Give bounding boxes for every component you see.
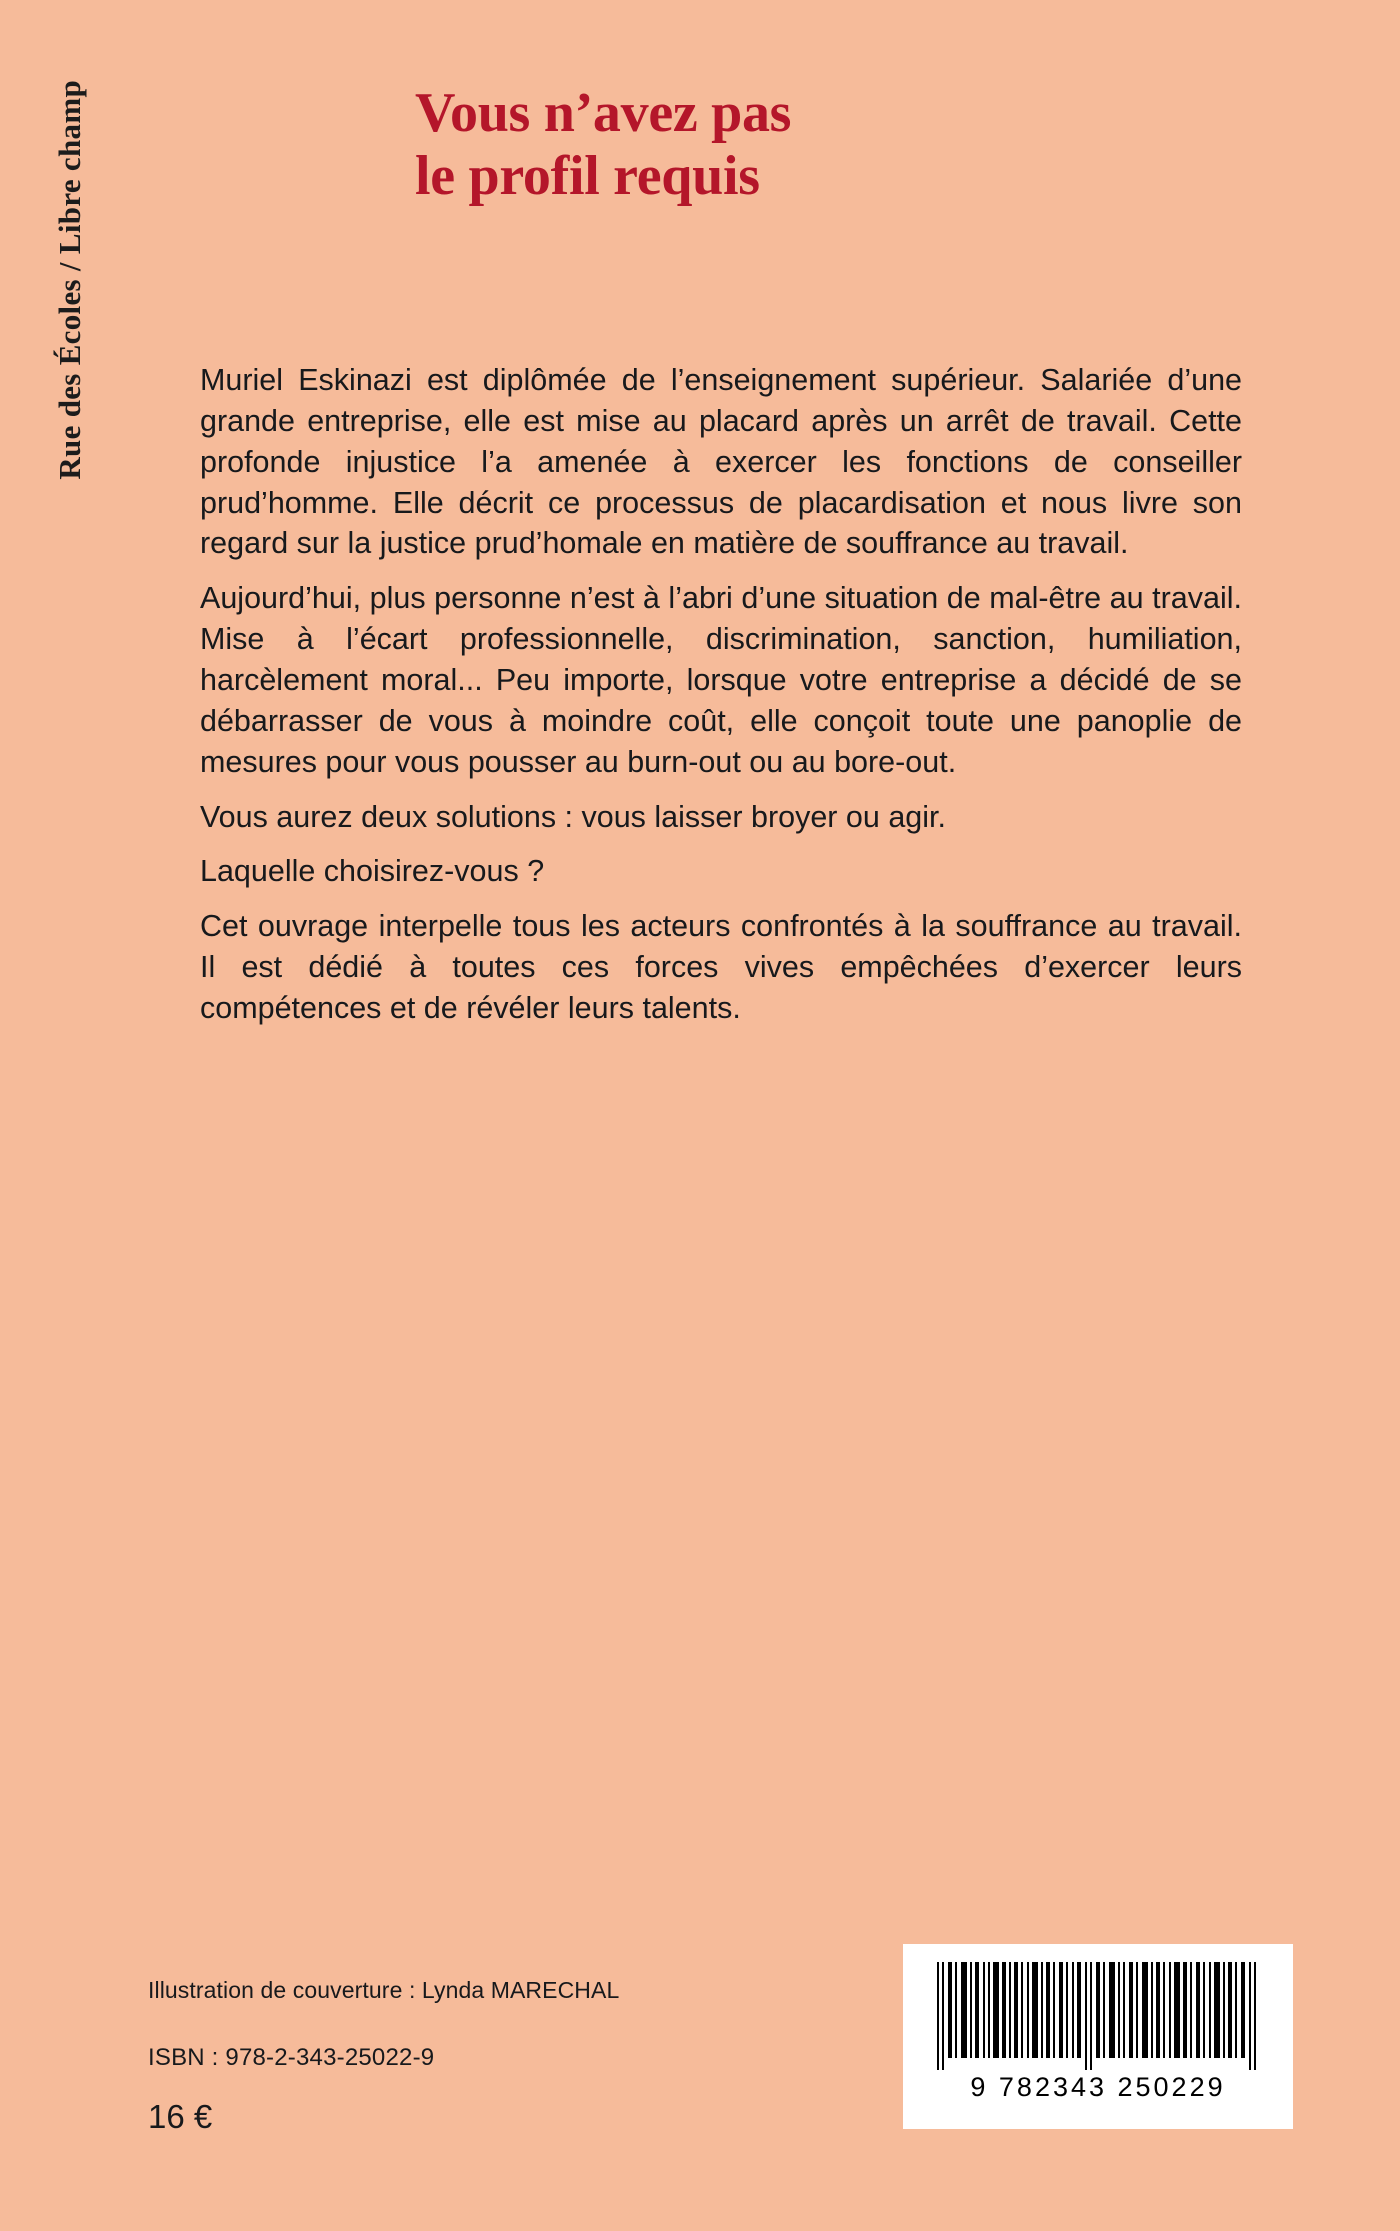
price-label: 16 € — [148, 2098, 213, 2135]
isbn-label: ISBN : 978-2-343-25022-9 — [148, 2044, 435, 2071]
back-cover-blurb — [200, 360, 1242, 1029]
blurb-paragraph-5: Cet ouvrage interpelle tous les acteurs confrontés à la souffrance au travail. Il est dédié à toutes ces forces vives empêchées d’exercer leurs compétences et de révéler leurs talents. — [200, 909, 1242, 1026]
book-title — [415, 82, 1235, 207]
cover-illustration-credit: Illustration de couverture : Lynda MARECHAL — [148, 1977, 620, 2003]
barcode-digits: 9 782343 250229 — [970, 2072, 1226, 2102]
blurb-paragraph-3: Vous aurez deux solutions : vous laisser broyer ou agir. — [200, 799, 946, 834]
colophon-block — [148, 1977, 848, 2136]
blurb-paragraph-2: Aujourd’hui, plus personne n’est à l’abri d’une situation de mal-être au travail. Mise à l’écart professionnelle, discrimination, sanction, humiliation, harcèlement moral... Peu importe, lorsque votre entreprise a décidé de se débarrasser de vous à moindre coût, elle conçoit toute une panoplie de mesures pour vous pousser au burn-out ou au bore-out. — [200, 581, 1242, 779]
blurb-paragraph-4: Laquelle choisirez-vous ? — [200, 854, 545, 889]
book-title-line-1: Vous n’avez pas — [415, 82, 792, 144]
book-title-line-2: le profil requis — [415, 144, 760, 207]
publisher-collection-label: Rue des Écoles / Libre champ — [52, 80, 87, 480]
barcode-icon — [933, 1962, 1263, 2070]
collection-spine — [52, 80, 112, 780]
blurb-paragraph-1: Muriel Eskinazi est diplômée de l’enseignement supérieur. Salariée d’une grande entreprise, elle est mise au placard après un arrêt de travail. Cette profonde injustice l’a amenée à exercer les fonctions de conseiller prud’homme. Elle décrit ce processus de placardisation et nous livre son regard sur la justice prud’homale en matière de souffrance au travail. — [200, 363, 1242, 561]
barcode-area — [903, 1944, 1293, 2129]
